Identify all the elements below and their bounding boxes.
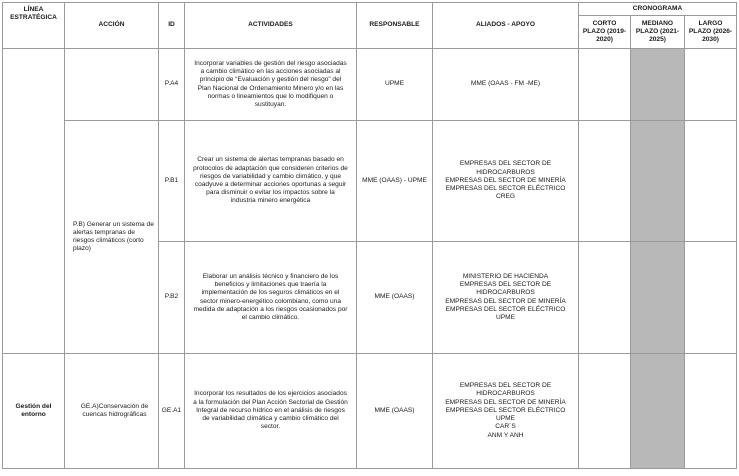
row-responsable: MME (OAAS) - UPME [357, 121, 433, 242]
aliado: EMPRESAS DEL SECTOR ELÉCTRICO [445, 305, 566, 313]
row-responsable: UPME [357, 49, 433, 121]
row-aliados [433, 242, 579, 354]
aliado: EMPRESAS DEL SECTOR ELÉCTRICO [445, 185, 566, 193]
header-responsable: RESPONSABLE [357, 3, 433, 49]
aliado: EMPRESAS DEL SECTOR DE HIDROCARBUROS [459, 281, 552, 297]
cell-largo [685, 242, 737, 354]
aliado: MINISTERIO DE HACIENDA [462, 272, 549, 280]
aliado: UPME [495, 415, 516, 423]
header-mediano-plazo: MEDIANO PLAZO (2021-2025) [631, 16, 685, 49]
aliado: EMPRESAS DEL SECTOR DE MINERÍA [445, 176, 566, 184]
cell-largo [685, 49, 737, 121]
header-linea: LÍNEA ESTRATÉGICA [3, 3, 65, 49]
header-accion: ACCIÓN [65, 3, 159, 49]
table-row [3, 354, 737, 469]
aliado: MME (OAAS - FM -ME) [470, 80, 541, 88]
aliado: EMPRESAS DEL SECTOR ELÉCTRICO [445, 406, 566, 414]
header-actividades: ACTIVIDADES [185, 3, 357, 49]
row-linea: Gestión del entorno [3, 354, 65, 469]
row-accion: P.B) Generar un sistema de alertas tempranas de riesgos climáticos (corto plazo) [65, 121, 159, 354]
header-corto-plazo: CORTO PLAZO (2019-2020) [579, 16, 631, 49]
row-aliados [433, 49, 579, 121]
aliado: CREG [495, 193, 516, 201]
row-id: P.B2 [159, 242, 185, 354]
aliado: EMPRESAS DEL SECTOR DE MINERÍA [445, 398, 566, 406]
table-row [3, 121, 737, 242]
cell-corto [579, 354, 631, 469]
row-actividad: Incorporar los resultados de los ejercicios asociados a la formulación del Plan Acción Sectorial de Gestión Integral de recurso hídrico en el análisis de riesgos de variabilidad climática y cambio climático del sector. [185, 354, 357, 469]
row-responsable: MME (OAAS) [357, 354, 433, 469]
linea-cell-empty [3, 49, 65, 354]
row-actividad: Incorporar variables de gestión del riesgo asociadas a cambio climático en las acciones asociadas al principio de “Evaluación y gestión del riesgo” del Plan Nacional de Ordenamiento Minero y/o en las normas o lineamientos que lo modifiquen o sustituyan. [185, 49, 357, 121]
aliado: UPME [495, 313, 516, 321]
row-aliados [433, 354, 579, 469]
cell-corto [579, 49, 631, 121]
row-id: P.A4 [159, 49, 185, 121]
cell-corto [579, 121, 631, 242]
plan-table [2, 2, 737, 469]
cell-mediano-shaded [631, 242, 685, 354]
header-id: ID [159, 3, 185, 49]
row-responsable: MME (OAAS) [357, 242, 433, 354]
header-cronograma: CRONOGRAMA [579, 3, 737, 16]
aliado: CAR´S [495, 423, 516, 431]
row-id: GE.A1 [159, 354, 185, 469]
aliado: EMPRESAS DEL SECTOR DE HIDROCARBUROS [459, 382, 552, 398]
header-aliados: ALIADOS - APOYO [433, 3, 579, 49]
row-accion: GE.A)Conservación de cuencas hidrográficas [65, 354, 159, 469]
table-row [3, 49, 737, 121]
row-actividad: Crear un sistema de alertas tempranas basado en protocolos de adaptación que consideren criterios de riesgos de variabilidad y cambio climático, y que coadyuve a determinar acciones oportunas a seguir para disminuir o evitar los impactos sobre la industria minero energética [185, 121, 357, 242]
cell-corto [579, 242, 631, 354]
row-id: P.B1 [159, 121, 185, 242]
cell-largo [685, 121, 737, 242]
cell-mediano-shaded [631, 49, 685, 121]
aliado: ANM Y ANH [487, 431, 524, 439]
accion-cell-empty [65, 49, 159, 121]
cell-mediano-shaded [631, 354, 685, 469]
cell-mediano-shaded [631, 121, 685, 242]
cell-largo [685, 354, 737, 469]
header-largo-plazo: LARGO PLAZO (2026-2030) [685, 16, 737, 49]
aliado: EMPRESAS DEL SECTOR DE HIDROCARBUROS [459, 160, 552, 176]
row-aliados [433, 121, 579, 242]
aliado: EMPRESAS DEL SECTOR DE MINERÍA [445, 297, 566, 305]
row-actividad: Elaborar un análisis técnico y financiero de los beneficios y limitaciones que traería la implementación de los seguros climáticos en el sector minero-energético colombiano, como una medida de adaptación a los riesgos ocasionados por el cambio climático. [185, 242, 357, 354]
